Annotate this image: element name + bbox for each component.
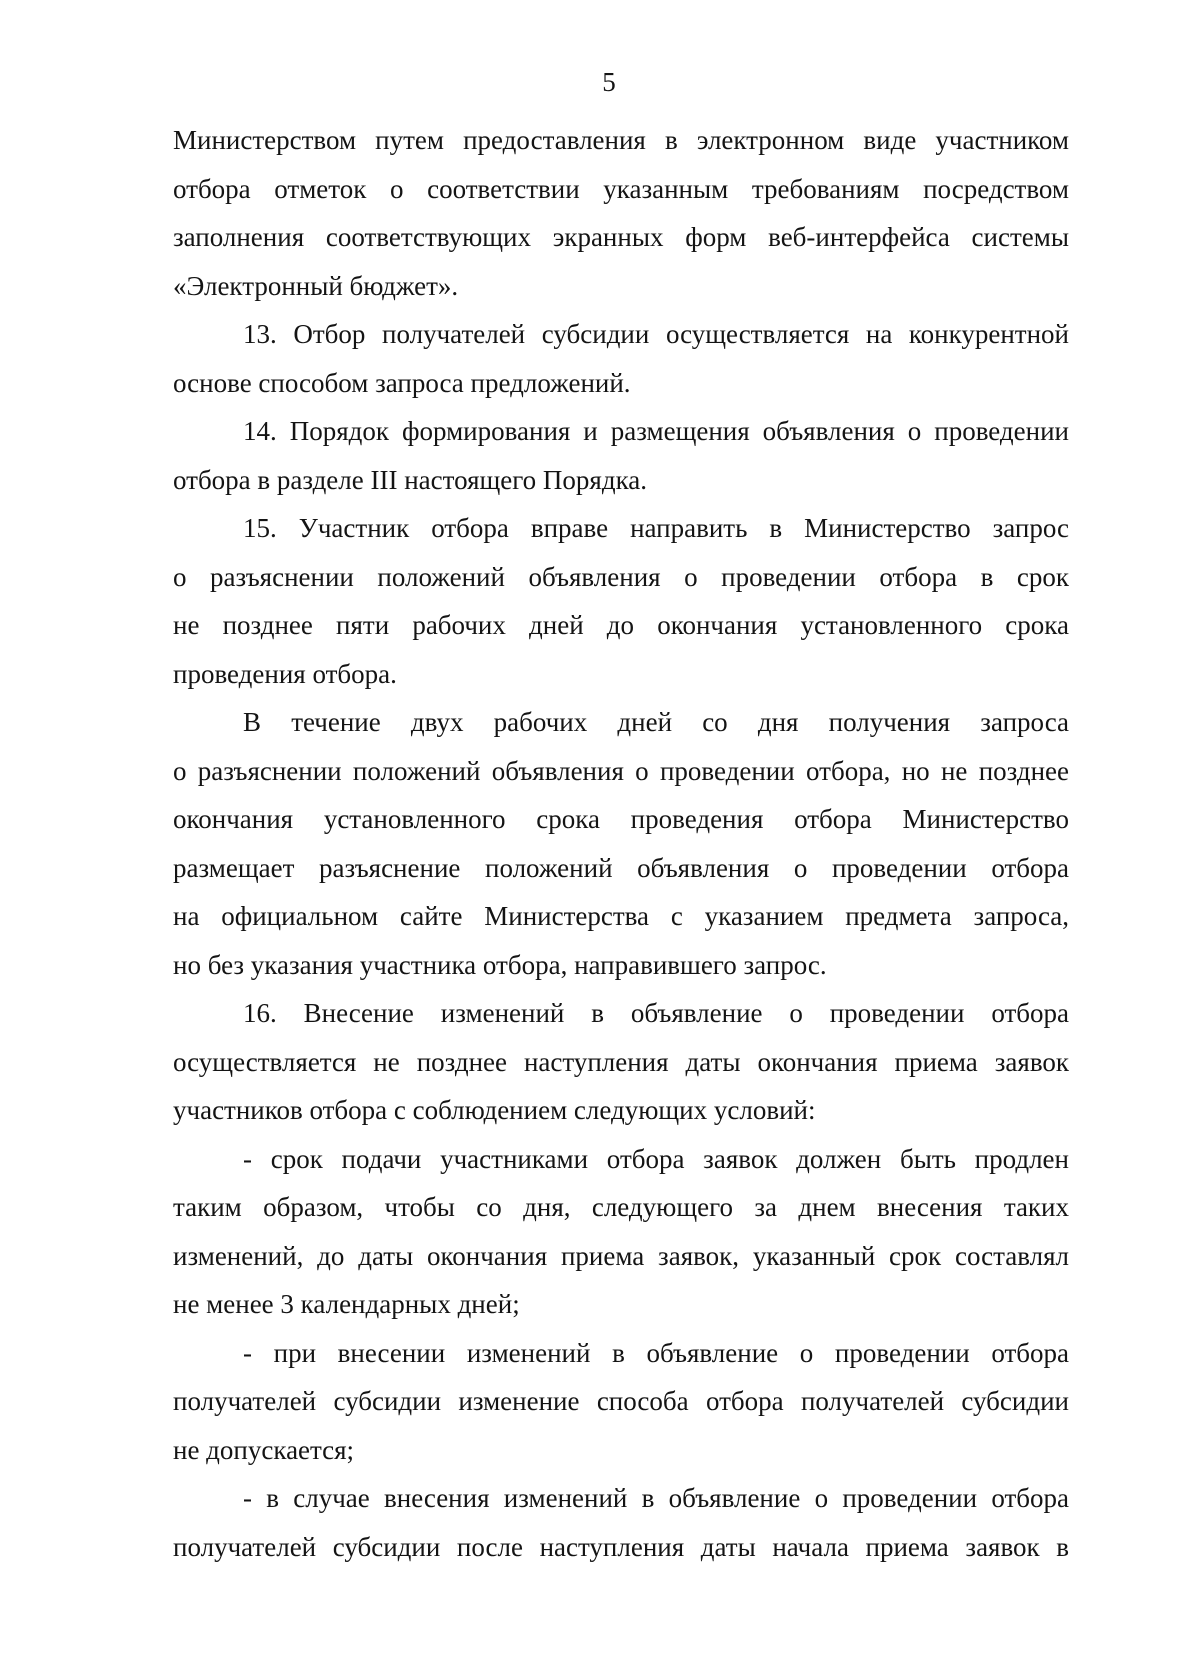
text-line: изменений, до даты окончания приема заявок, указанный срок составлял: [173, 1240, 1069, 1271]
text-line: участников отбора с соблюдением следующих условий:: [173, 1095, 816, 1125]
text-line: основе способом запроса предложений.: [173, 367, 631, 398]
text-line: о разъяснении положений объявления о проведении отбора в срок: [173, 561, 1069, 592]
paragraph-continuation: [173, 116, 1069, 310]
text-line: получателей субсидии после наступления даты начала приема заявок в: [173, 1531, 1069, 1562]
paragraph-15: [173, 504, 1069, 698]
text-line: - при внесении изменений в объявление о проведении отбора: [243, 1337, 1069, 1368]
paragraph-16: [173, 989, 1069, 1135]
text-line: о разъяснении положений объявления о проведении отбора, но не позднее: [173, 755, 1069, 786]
page-number: 5: [602, 67, 616, 97]
text-line: не менее 3 календарных дней;: [173, 1289, 520, 1319]
list-item: [173, 1135, 1069, 1329]
text-line: проведения отбора.: [173, 658, 397, 689]
text-line: размещает разъяснение положений объявления о проведении отбора: [173, 852, 1069, 883]
text-line: 15. Участник отбора вправе направить в Министерство запрос: [243, 513, 1069, 543]
paragraph-13: [173, 310, 1069, 407]
text-line: 16. Внесение изменений в объявление о проведении отбора: [243, 998, 1069, 1028]
text-line: 13. Отбор получателей субсидии осуществляется на конкурентной: [243, 319, 1069, 349]
text-line: отбора в разделе III настоящего Порядка.: [173, 464, 648, 495]
text-line: не допускается;: [173, 1434, 355, 1465]
text-line: отбора отметок о соответствии указанным требованиям посредством: [173, 173, 1069, 204]
paragraph-15-continued: [173, 698, 1069, 989]
text-line: «Электронный бюджет».: [173, 270, 459, 301]
text-line: получателей субсидии изменение способа отбора получателей субсидии: [173, 1386, 1069, 1416]
text-line: В течение двух рабочих дней со дня получения запроса: [243, 707, 1069, 737]
list-item: [173, 1474, 1069, 1571]
text-line: осуществляется не позднее наступления даты окончания приема заявок: [173, 1046, 1069, 1077]
text-line: - в случае внесения изменений в объявление о проведении отбора: [243, 1483, 1069, 1513]
text-line: заполнения соответствующих экранных форм веб-интерфейса системы: [173, 222, 1069, 252]
text-line: таким образом, чтобы со дня, следующего за днем внесения таких: [173, 1192, 1069, 1222]
document-body: [173, 116, 1069, 1571]
text-line: не позднее пяти рабочих дней до окончания установленного срока: [173, 610, 1069, 640]
text-line: но без указания участника отбора, направившего запрос.: [173, 949, 827, 980]
paragraph-14: [173, 407, 1069, 504]
text-line: 14. Порядок формирования и размещения объявления о проведении: [243, 416, 1069, 446]
text-line: окончания установленного срока проведения отбора Министерство: [173, 804, 1069, 834]
text-line: - срок подачи участниками отбора заявок должен быть продлен: [243, 1143, 1069, 1174]
text-line: Министерством путем предоставления в электронном виде участником: [173, 125, 1069, 155]
text-line: на официальном сайте Министерства с указанием предмета запроса,: [173, 901, 1069, 931]
list-item: [173, 1329, 1069, 1475]
